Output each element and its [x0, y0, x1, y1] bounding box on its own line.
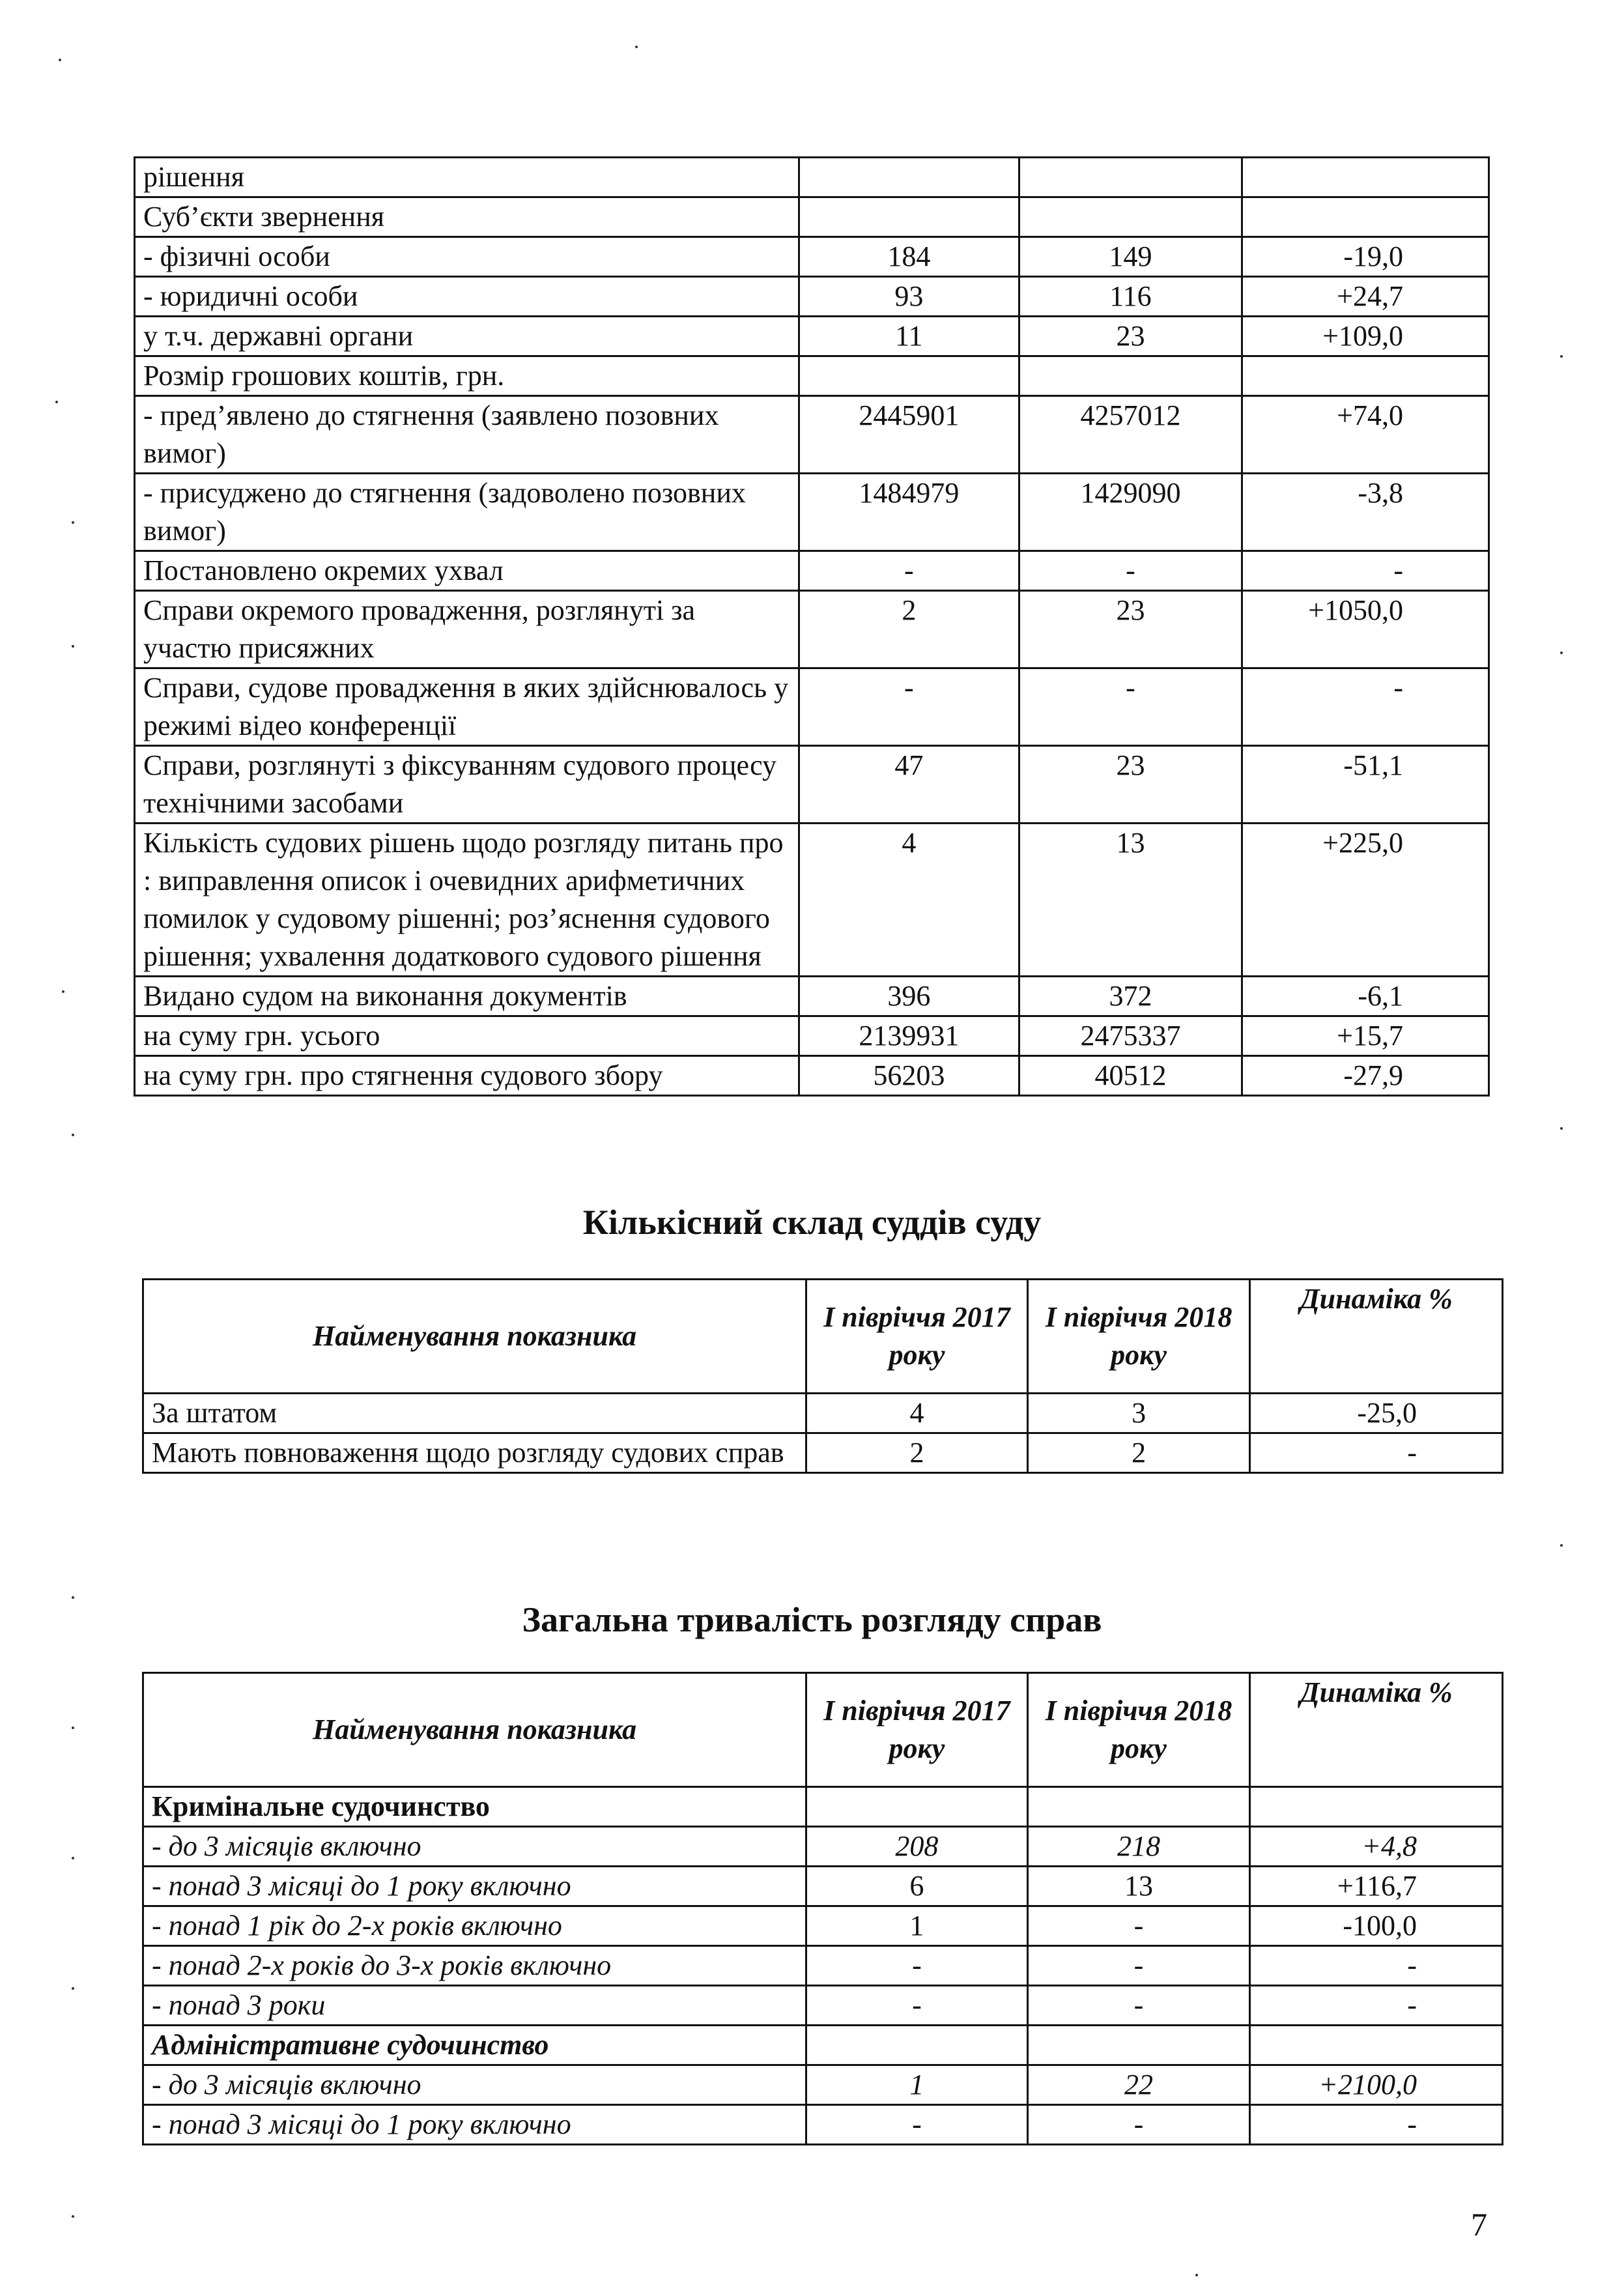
row-label: Кількість судових рішень щодо розгляду питань про : виправлення описок і очевидних арифметичних помилок у судовому рішенні; роз’яснення судового рішення; ухвалення додаткового судового рішення	[135, 824, 799, 977]
dynamics-value: +15,7	[1242, 1016, 1489, 1056]
row-label: Суб’єкти звернення	[135, 197, 799, 237]
table-row	[135, 591, 1489, 668]
value-2018: -	[1027, 1906, 1250, 1946]
header-2018: І півріччя 2018 року	[1027, 1280, 1250, 1394]
dynamics-value: -	[1242, 551, 1489, 591]
scan-artifact	[1560, 355, 1563, 358]
scan-artifact	[59, 59, 61, 61]
table-row	[143, 1946, 1503, 1986]
dynamics-value: -	[1242, 668, 1489, 746]
scan-artifact	[72, 1857, 74, 1859]
table-row	[135, 396, 1489, 474]
value-2017: 56203	[799, 1056, 1019, 1096]
value-2017: -	[806, 1946, 1028, 1986]
row-label: - до 3 місяців включно	[143, 1827, 806, 1867]
table-row	[135, 237, 1489, 277]
table-row	[135, 277, 1489, 317]
dynamics-value: +1050,0	[1242, 591, 1489, 668]
table-header-row	[143, 1280, 1503, 1394]
row-label: - понад 3 місяці до 1 року включно	[143, 2105, 806, 2145]
scan-artifact	[1560, 1544, 1563, 1547]
dynamics-value: -	[1250, 2105, 1503, 2145]
header-2017: І півріччя 2017 року	[806, 1280, 1028, 1394]
value-2018: 23	[1019, 746, 1242, 824]
value-2018: -	[1027, 2105, 1250, 2145]
value-2018: -	[1027, 1986, 1250, 2026]
value-2018: -	[1019, 551, 1242, 591]
judges-table	[142, 1278, 1503, 1474]
table-row-group-header	[143, 1787, 1503, 1827]
value-2018: 4257012	[1019, 396, 1242, 474]
dynamics-value: +74,0	[1242, 396, 1489, 474]
value-2017: 2139931	[799, 1016, 1019, 1056]
scan-artifact	[62, 990, 64, 993]
section-title-duration: Загальна тривалість розгляду справ	[522, 1600, 1102, 1639]
dynamics-value: -100,0	[1250, 1906, 1503, 1946]
header-dynamics: Динаміка %	[1250, 1673, 1503, 1787]
table-row	[135, 158, 1489, 197]
row-label: Адміністративне судочинство	[143, 2026, 806, 2065]
row-label: - понад 3 місяці до 1 року включно	[143, 1867, 806, 1906]
value-2017	[806, 2026, 1028, 2065]
value-2017: -	[799, 551, 1019, 591]
table-row	[143, 1394, 1503, 1433]
scan-artifact	[1560, 652, 1563, 654]
table-row	[135, 474, 1489, 551]
table-header-row	[143, 1673, 1503, 1787]
scan-artifact	[72, 645, 74, 648]
value-2018: 2475337	[1019, 1016, 1242, 1056]
scan-artifact	[635, 46, 638, 48]
dynamics-value: +4,8	[1250, 1827, 1503, 1867]
dynamics-value: -	[1250, 1433, 1503, 1473]
dynamics-value: +24,7	[1242, 277, 1489, 317]
value-2018	[1019, 158, 1242, 197]
duration-table	[142, 1672, 1503, 2145]
value-2018: 23	[1019, 591, 1242, 668]
value-2018	[1027, 1787, 1250, 1827]
dynamics-value: +116,7	[1250, 1867, 1503, 1906]
dynamics-value: -	[1250, 1946, 1503, 1986]
table-row	[135, 746, 1489, 824]
dynamics-value	[1242, 197, 1489, 237]
value-2017: 6	[806, 1867, 1028, 1906]
value-2017: 47	[799, 746, 1019, 824]
dynamics-value	[1242, 158, 1489, 197]
row-label: рішення	[135, 158, 799, 197]
value-2017: -	[806, 2105, 1028, 2145]
value-2018: 13	[1019, 824, 1242, 977]
table-row	[135, 668, 1489, 746]
value-2018: 116	[1019, 277, 1242, 317]
dynamics-value: -6,1	[1242, 977, 1489, 1016]
table-row	[143, 1867, 1503, 1906]
value-2017: -	[806, 1986, 1028, 2026]
row-label: - понад 2-х років до 3-х років включно	[143, 1946, 806, 1986]
row-label: - понад 3 роки	[143, 1986, 806, 2026]
value-2018	[1027, 2026, 1250, 2065]
value-2017: 2445901	[799, 396, 1019, 474]
dynamics-value: -51,1	[1242, 746, 1489, 824]
row-label: - фізичні особи	[135, 237, 799, 277]
header-dynamics: Динаміка %	[1250, 1280, 1503, 1394]
table-row	[143, 1433, 1503, 1473]
page-number: 7	[1471, 2206, 1487, 2243]
row-label: Розмір грошових коштів, грн.	[135, 356, 799, 396]
value-2018: -	[1027, 1946, 1250, 1986]
table-row	[135, 824, 1489, 977]
value-2018: 372	[1019, 977, 1242, 1016]
value-2018: -	[1019, 668, 1242, 746]
dynamics-value: -3,8	[1242, 474, 1489, 551]
row-label: - до 3 місяців включно	[143, 2065, 806, 2105]
table-row	[135, 1056, 1489, 1096]
value-2018: 149	[1019, 237, 1242, 277]
table-row	[135, 197, 1489, 237]
table-row	[143, 1827, 1503, 1867]
value-2017: 2	[806, 1433, 1028, 1473]
value-2017: 93	[799, 277, 1019, 317]
row-label: - юридичні особи	[135, 277, 799, 317]
table-row	[143, 1986, 1503, 2026]
table-row	[143, 1906, 1503, 1946]
value-2018: 22	[1027, 2065, 1250, 2105]
table-row	[135, 1016, 1489, 1056]
value-2018: 1429090	[1019, 474, 1242, 551]
value-2018: 23	[1019, 317, 1242, 356]
row-label: Справи, судове провадження в яких здійснювалось у режимі відео конференції	[135, 668, 799, 746]
row-label: - понад 1 рік до 2-х років включно	[143, 1906, 806, 1946]
value-2017: 2	[799, 591, 1019, 668]
dynamics-value: +109,0	[1242, 317, 1489, 356]
row-label: Справи, розглянуті з фіксуванням судового процесу технічними засобами	[135, 746, 799, 824]
row-label: Справи окремого провадження, розглянуті за участю присяжних	[135, 591, 799, 668]
value-2017	[799, 356, 1019, 396]
value-2017	[799, 197, 1019, 237]
dynamics-value: -	[1250, 1986, 1503, 2026]
value-2017: 11	[799, 317, 1019, 356]
value-2018: 40512	[1019, 1056, 1242, 1096]
value-2018: 3	[1027, 1394, 1250, 1433]
row-label: - присуджено до стягнення (задоволено позовних вимог)	[135, 474, 799, 551]
header-2018: І півріччя 2018 року	[1027, 1673, 1250, 1787]
scan-artifact	[72, 1727, 74, 1729]
table-row-group-header	[143, 2026, 1503, 2065]
scan-artifact	[72, 2215, 74, 2218]
value-2018: 2	[1027, 1433, 1250, 1473]
scan-artifact	[55, 401, 58, 403]
row-label: - пред’явлено до стягнення (заявлено позовних вимог)	[135, 396, 799, 474]
value-2018	[1019, 197, 1242, 237]
section-title-judges: Кількісний склад суддів суду	[582, 1203, 1042, 1242]
value-2017: 396	[799, 977, 1019, 1016]
value-2017: 1484979	[799, 474, 1019, 551]
value-2018: 218	[1027, 1827, 1250, 1867]
row-label: на суму грн. про стягнення судового збору	[135, 1056, 799, 1096]
dynamics-value: -27,9	[1242, 1056, 1489, 1096]
dynamics-value: -19,0	[1242, 237, 1489, 277]
dynamics-value	[1250, 2026, 1503, 2065]
scan-artifact	[1195, 2274, 1198, 2276]
value-2018	[1019, 356, 1242, 396]
header-indicator-name: Найменування показника	[143, 1673, 806, 1787]
row-label: Видано судом на виконання документів	[135, 977, 799, 1016]
header-indicator-name: Найменування показника	[143, 1280, 806, 1394]
scan-artifact	[72, 521, 74, 524]
row-label: Кримінальне судочинство	[143, 1787, 806, 1827]
header-2017: І півріччя 2017 року	[806, 1673, 1028, 1787]
value-2018: 13	[1027, 1867, 1250, 1906]
table-row	[135, 356, 1489, 396]
value-2017: 4	[799, 824, 1019, 977]
scan-artifact	[72, 1596, 74, 1599]
value-2017	[806, 1787, 1028, 1827]
table-row	[143, 2105, 1503, 2145]
dynamics-value: -25,0	[1250, 1394, 1503, 1433]
row-label: у т.ч. державні органи	[135, 317, 799, 356]
value-2017: -	[799, 668, 1019, 746]
scan-artifact	[72, 1134, 74, 1136]
dynamics-value: +225,0	[1242, 824, 1489, 977]
table-row	[135, 551, 1489, 591]
row-label: Мають повноваження щодо розгляду судових справ	[143, 1433, 806, 1473]
court-activity-table-continued	[134, 156, 1490, 1097]
row-label: на суму грн. усього	[135, 1016, 799, 1056]
scan-artifact	[1560, 1127, 1563, 1130]
value-2017: 1	[806, 2065, 1028, 2105]
table-row	[135, 317, 1489, 356]
value-2017: 184	[799, 237, 1019, 277]
value-2017: 4	[806, 1394, 1028, 1433]
table-row	[135, 977, 1489, 1016]
row-label: За штатом	[143, 1394, 806, 1433]
dynamics-value: +2100,0	[1250, 2065, 1503, 2105]
dynamics-value	[1250, 1787, 1503, 1827]
value-2017: 208	[806, 1827, 1028, 1867]
scan-artifact	[72, 1987, 74, 1990]
value-2017	[799, 158, 1019, 197]
dynamics-value	[1242, 356, 1489, 396]
table-row	[143, 2065, 1503, 2105]
value-2017: 1	[806, 1906, 1028, 1946]
row-label: Постановлено окремих ухвал	[135, 551, 799, 591]
